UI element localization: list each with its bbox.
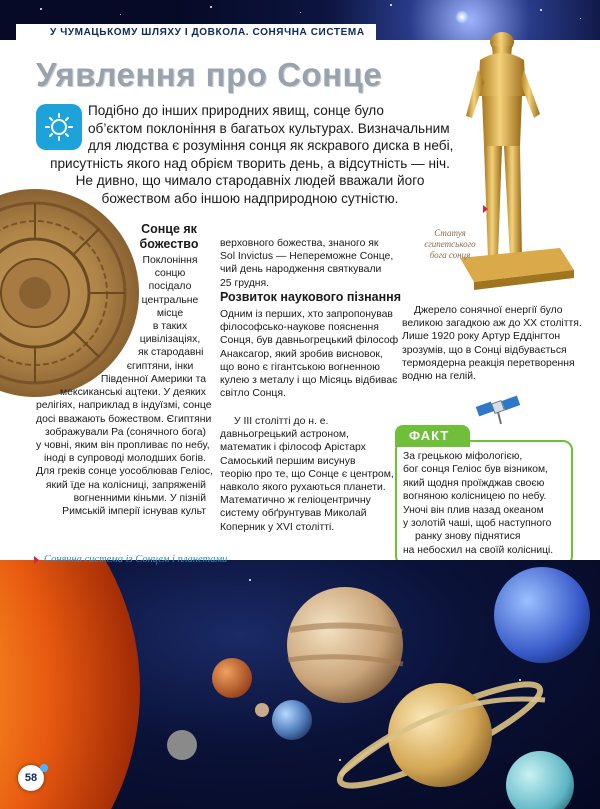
- statue-caption-line: бога сонця: [429, 250, 471, 260]
- heading-line: Сонце як: [141, 222, 197, 236]
- text-line: вогняною колісницею по небу.: [403, 491, 547, 503]
- text-line: у човні, яким він пропливає по небу,: [36, 440, 210, 452]
- text-line: Сонця, був давньогрецький філософ: [220, 335, 399, 347]
- text-line: філософсько-наукове пояснення: [220, 322, 379, 334]
- text-line: Анаксагор, який зробив висновок,: [220, 348, 383, 360]
- solar-system-illustration: [0, 560, 600, 809]
- text-line: термоядерна реакція перетворення: [402, 357, 575, 369]
- statue-caption-line: Статуя: [434, 228, 466, 238]
- section-heading-sun-as-deity: [138, 222, 200, 252]
- text-line: іноді в супроводі молодших богів.: [44, 453, 206, 465]
- text-line: в таких: [152, 321, 188, 333]
- text-line: Поклоніння: [142, 255, 198, 266]
- text-line: Лише 1920 року Артур Еддінгтон: [402, 331, 561, 343]
- column2-top-text: [220, 237, 393, 290]
- text-line: у золотій чаші, щоб наступного: [403, 518, 552, 530]
- text-line: Sol Invictus — Непереможне Сонце,: [220, 251, 394, 263]
- text-line: теорію про те, що Сонце є центром,: [220, 468, 394, 480]
- text-line: За грецькою міфологією,: [403, 451, 523, 462]
- caption-arrow-icon: [483, 205, 488, 213]
- text-line: мексиканські ацтеки. У деяких: [59, 387, 206, 399]
- text-line: як стародавні: [138, 347, 204, 359]
- text-line: цивілізаціях,: [139, 334, 201, 346]
- text-line: верховного божества, знаного як: [220, 238, 379, 249]
- text-line: що воно є гігантською вогненною: [220, 361, 380, 373]
- statue-caption-line: єгипетського: [424, 239, 476, 249]
- column3-text: [402, 304, 582, 383]
- text-line: математик і філософ Арістарх: [220, 442, 366, 454]
- intro-line: Не дивно, що чимало стародавніх людей вважали його: [75, 173, 425, 188]
- text-line: зрозумів, що в Сонці відбувається: [402, 344, 567, 356]
- intro-line: присутність якого над обрієм творить день, а відсутність — ніч.: [50, 155, 450, 171]
- text-line: навколо якого рухаються планети.: [220, 482, 386, 494]
- heading-line: божество: [139, 237, 199, 251]
- text-line: світло Сонця.: [220, 388, 286, 400]
- text-line: кулею з металу і що Місяць відбиває: [220, 375, 398, 387]
- text-line: релігіях, наприклад в індуїзмі, сонце: [36, 400, 212, 412]
- text-line: Одним із перших, хто запропонував: [220, 309, 393, 320]
- text-line: Джерело сонячної енергії було: [414, 305, 563, 316]
- text-line: Математично ж геліоцентричну: [220, 495, 371, 507]
- page-title: Уявлення про Сонце: [36, 56, 383, 93]
- text-line: Південної Америки та: [100, 374, 206, 385]
- text-line: бог сонця Геліос був візником,: [403, 464, 548, 476]
- text-line: У III столітті до н. е.: [234, 416, 329, 427]
- column2-para2: [220, 415, 394, 534]
- text-line: водню на гелій.: [402, 371, 476, 383]
- intro-line: Подібно до інших природних явищ, сонце було: [88, 103, 384, 118]
- text-line: Коперник у XVI столітті.: [220, 521, 335, 533]
- satellite-icon: [475, 392, 523, 432]
- text-line: сонцю: [154, 268, 186, 280]
- text-line: Римській імперії існував культ: [62, 506, 206, 518]
- page-number: 58: [18, 765, 44, 791]
- intro-line: божеством або іншою надприродною сутністю.: [101, 190, 399, 206]
- text-line: великою загадкою аж до XX століття.: [402, 318, 582, 330]
- page-dot-icon: [40, 764, 48, 772]
- statue-caption: [400, 228, 500, 261]
- running-head: У ЧУМАЦЬКОМУ ШЛЯХУ І ДОВКОЛА. СОНЯЧНА СИСТЕМА: [16, 24, 376, 42]
- column2-para1: [220, 308, 398, 400]
- column1-text: [36, 373, 214, 518]
- text-line: давньогрецький астроном,: [220, 429, 349, 441]
- text-line: Самоський першим висунув: [220, 455, 356, 467]
- column1-narrow-text: [126, 254, 204, 373]
- text-line: ранку знову піднятися: [415, 531, 521, 543]
- text-line: Уночі він плив назад океаном: [403, 504, 544, 516]
- intro-paragraph: [40, 102, 460, 207]
- text-line: єгиптяни, інки: [126, 360, 194, 372]
- text-line: який їде на колісниці, запряженій: [45, 479, 206, 491]
- text-line: чий день народження святкували: [220, 264, 382, 276]
- text-line: місце: [156, 307, 184, 319]
- text-line: вогненними кіньми. У пізній: [73, 492, 206, 504]
- section-heading-scientific-knowledge: Розвиток наукового пізнання: [220, 290, 402, 304]
- caption-arrow-icon: [34, 556, 39, 564]
- space-caption: Сонячна система із Сонцем і планетами: [44, 554, 228, 565]
- text-line: центральне: [141, 294, 199, 306]
- text-line: 25 грудня.: [220, 277, 270, 289]
- text-line: який щодня проїжджав своєю: [403, 477, 545, 489]
- text-line: посідало: [148, 281, 192, 293]
- text-line: досі вважають божеством. Єгиптяни: [36, 413, 212, 425]
- intro-line: для людства є розуміння сонця як яскравого диска в небі,: [88, 138, 454, 153]
- fact-label: ФАКТ: [395, 425, 470, 447]
- fact-text: [403, 450, 569, 557]
- text-line: Для греків сонце уособлював Геліос,: [36, 466, 214, 478]
- intro-line: об’єктом поклоніння в багатьох культурах. Визначальним: [88, 120, 450, 136]
- text-line: зображували Ра (сонячного бога): [45, 426, 206, 438]
- text-line: систему обґрунтував Миколай: [220, 508, 367, 520]
- text-line: на небосхил на своїй колісниці.: [403, 544, 554, 556]
